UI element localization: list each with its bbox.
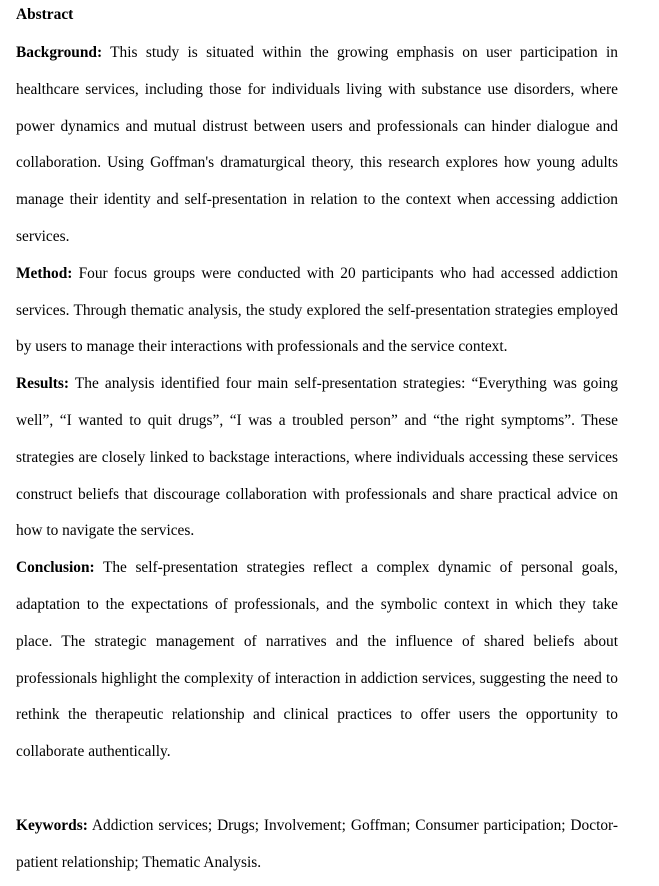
method-paragraph (16, 256, 618, 366)
method-text: Four focus groups were conducted with 20 participants who had accessed addiction services. Through thematic analysis, the study explored the self-presentation strategies employed by users to manage their interactions with professionals and the service context. (16, 264, 618, 356)
conclusion-text: The self-presentation strategies reflect a complex dynamic of personal goals, adaptation to the expectations of professionals, and the symbolic context in which they take place. The strategic management of narratives and the influence of shared beliefs about professionals highlight the complexity of interaction in addiction services, suggesting the need to rethink the therapeutic relationship and clinical practices to offer users the opportunity to collaborate authentically. (16, 559, 618, 761)
keywords-text: Addiction services; Drugs; Involvement; Goffman; Consumer participation; Doctor-patient relationship; Thematic Analysis. (16, 816, 618, 871)
background-text: This study is situated within the growing emphasis on user participation in healthcare services, including those for individuals living with substance use disorders, where power dynamics and mutual distrust between users and professionals can hinder dialogue and collaboration. Using Goffman's dramaturgical theory, this research explores how young adults manage their identity and self-presentation in relation to the context when accessing addiction services. (16, 44, 618, 245)
results-label: Results: (16, 375, 70, 393)
paragraph-spacer (16, 771, 618, 808)
conclusion-paragraph (16, 550, 618, 771)
results-paragraph (16, 366, 618, 550)
method-label: Method: (16, 264, 73, 282)
background-label: Background: (16, 44, 103, 61)
conclusion-label: Conclusion: (16, 559, 95, 577)
abstract-heading: Abstract (16, 6, 74, 23)
results-text: The analysis identified four main self-presentation strategies: “Everything was going well”, “I wanted to quit drugs”, “I was a troubled person” and “the right symptoms”. These strategies are closely linked to backstage interactions, where individuals accessing these services construct beliefs that discourage collaboration with professionals and share practical advice on how to navigate the services. (16, 375, 618, 540)
background-paragraph (16, 35, 618, 256)
keywords-paragraph (16, 808, 618, 882)
document-page (16, 0, 618, 881)
keywords-label: Keywords: (16, 816, 88, 834)
